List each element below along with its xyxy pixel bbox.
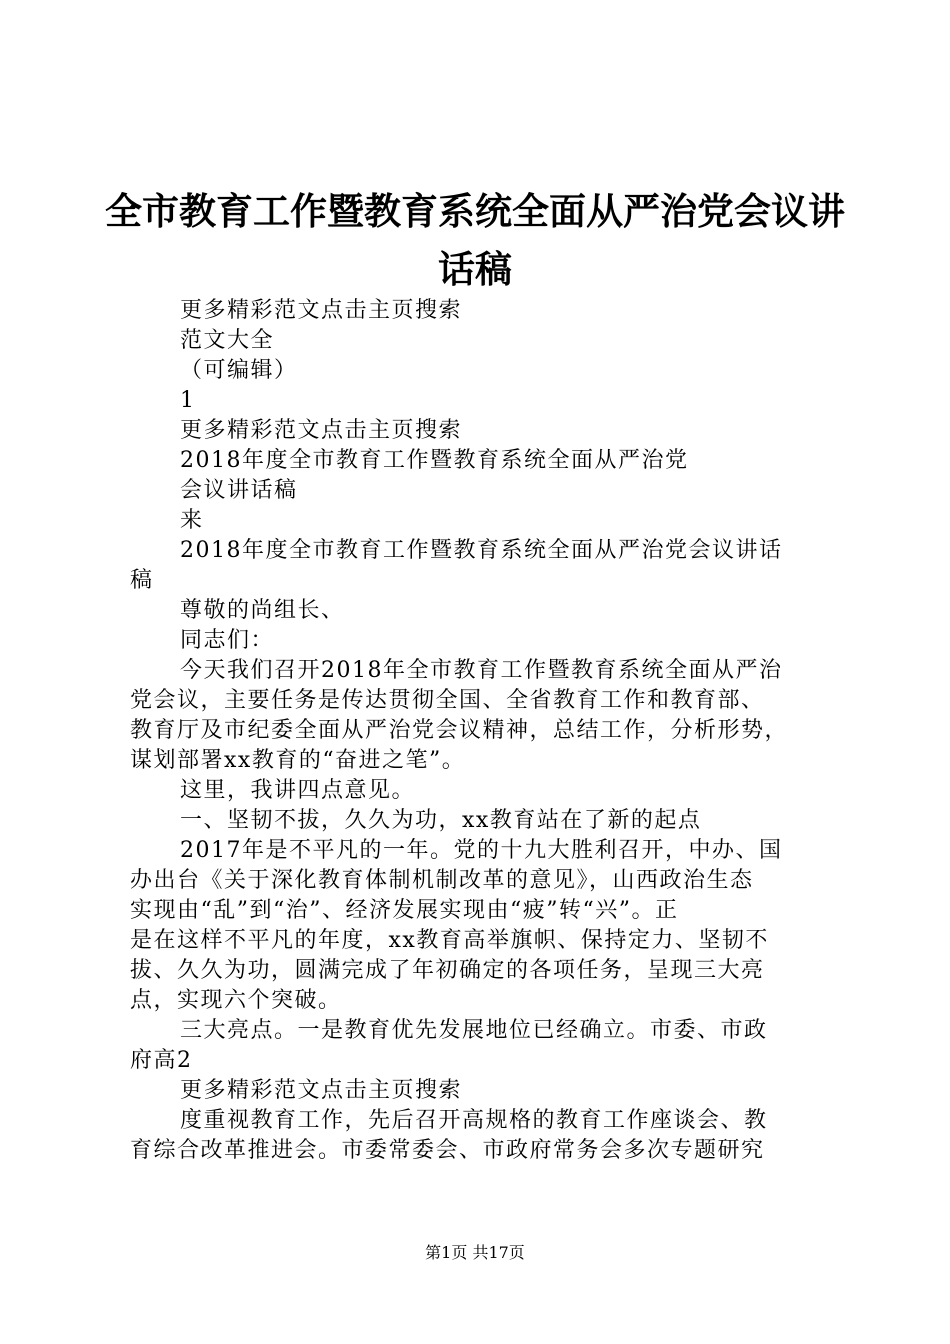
- document-body: [130, 296, 830, 1166]
- document-title-line-2: 话稿: [438, 248, 512, 291]
- body-line: 同志们：: [180, 628, 275, 653]
- body-line: 一、坚韧不拔，久久为功，xx教育站在了新的起点: [180, 808, 702, 833]
- body-line: 府高2: [130, 1048, 193, 1073]
- body-line: 更多精彩范文点击主页搜索: [180, 298, 463, 323]
- body-line: 范文大全: [180, 328, 275, 353]
- body-line: 尊敬的尚组长、: [180, 598, 345, 623]
- body-line: 2017年是不平凡的一年。党的十九大胜利召开，中办、国: [180, 838, 783, 863]
- body-line: 这里，我讲四点意见。: [180, 778, 416, 803]
- body-line: （可编辑）: [180, 358, 298, 383]
- body-line: 来: [180, 508, 204, 533]
- body-line: 党会议，主要任务是传达贯彻全国、全省教育工作和教育部、: [130, 688, 765, 713]
- body-line: 度重视教育工作，先后召开高规格的教育工作座谈会、教: [180, 1108, 768, 1133]
- body-line: 2018年度全市教育工作暨教育系统全面从严治党会议讲话: [180, 538, 783, 563]
- body-line: 点，实现六个突破。: [130, 988, 342, 1013]
- body-line: 2018年度全市教育工作暨教育系统全面从严治党: [180, 448, 689, 473]
- body-line: 今天我们召开2018年全市教育工作暨教育系统全面从严治: [180, 658, 783, 683]
- body-line: 实现由“乱”到“治”、经济发展实现由“疲”转“兴”。正: [130, 898, 679, 923]
- page-number-footer: 第1页 共17页: [425, 1243, 525, 1262]
- body-line: 更多精彩范文点击主页搜索: [180, 418, 463, 443]
- body-line: 育综合改革推进会。市委常委会、市政府常务会多次专题研究: [130, 1138, 765, 1163]
- body-line: 谋划部署xx教育的“奋进之笔”。: [130, 748, 466, 773]
- body-line: 更多精彩范文点击主页搜索: [180, 1078, 463, 1103]
- body-line: 教育厅及市纪委全面从严治党会议精神，总结工作，分析形势，: [130, 718, 789, 743]
- body-line: 拔、久久为功，圆满完成了年初确定的各项任务，呈现三大亮: [130, 958, 765, 983]
- body-line: 三大亮点。一是教育优先发展地位已经确立。市委、市政: [180, 1018, 768, 1043]
- document-title-line-1: 全市教育工作暨教育系统全面从严治党会议讲: [105, 190, 845, 233]
- body-line: 办出台《关于深化教育体制机制改革的意见》，山西政治生态: [130, 868, 754, 893]
- body-line: 1: [180, 388, 196, 413]
- body-line: 是在这样不平凡的年度，xx教育高举旗帜、保持定力、坚韧不: [130, 928, 769, 953]
- body-line: 稿: [130, 568, 154, 593]
- body-line: 会议讲话稿: [180, 478, 298, 503]
